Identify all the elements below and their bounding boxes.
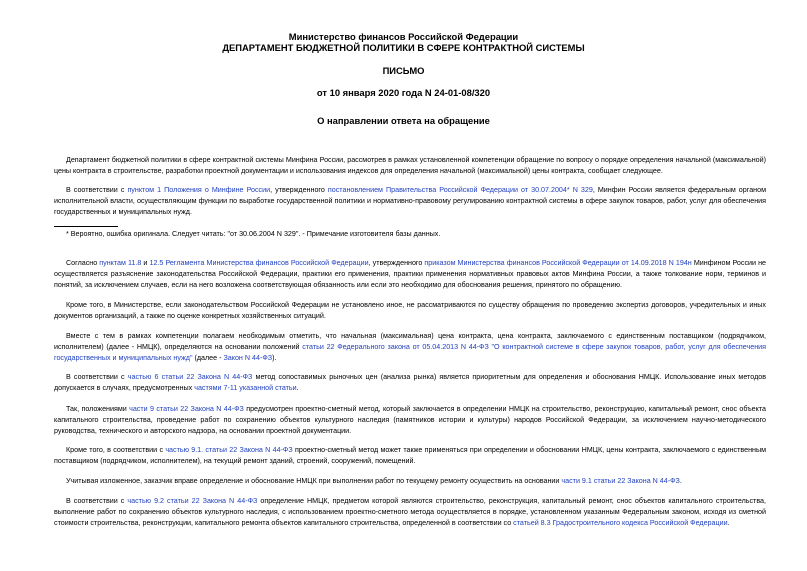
link-part-9-1-article-22[interactable]: частью 9.1. статьи 22 Закона N 44-ФЗ bbox=[165, 446, 293, 454]
link-urban-planning-code[interactable]: статьей 8.3 Градостроительного кодекса Российской Федерации bbox=[513, 519, 728, 527]
text-run: , утвержденного bbox=[270, 186, 328, 194]
text-run: . bbox=[679, 477, 682, 485]
link-part-6-article-22[interactable]: частью 6 статьи 22 Закона N 44-ФЗ bbox=[127, 373, 253, 381]
text-run: . bbox=[296, 384, 299, 392]
link-points-11-8[interactable]: пунктам 11.8 bbox=[99, 259, 142, 267]
paragraph-market-method bbox=[54, 372, 766, 394]
text-run: В соответствии с bbox=[66, 373, 128, 381]
department-name: ДЕПАРТАМЕНТ БЮДЖЕТНОЙ ПОЛИТИКИ В СФЕРЕ КОНТРАКТНОЙ СИСТЕМЫ bbox=[222, 42, 585, 53]
paragraph-part-9-2 bbox=[54, 496, 766, 529]
paragraph-design-estimate-method bbox=[54, 404, 766, 437]
link-part-9-article-22[interactable]: части 9 статьи 22 Закона N 44-ФЗ bbox=[129, 405, 244, 413]
paragraph-current-repair bbox=[54, 445, 766, 467]
document-type: ПИСЬМО bbox=[382, 65, 425, 76]
text-run: и bbox=[141, 259, 150, 267]
text-run: Департамент бюджетной политики в сфере контрактной системы Минфина России, рассмотрев в рамках установленной компетенции обращение по вопросу о порядке определения начальной (максимальной) цены контракта в строительстве, разработки проектной документации и использования индексов для определения начальной (максимальной) цены контракта, сообщает следующее. bbox=[54, 156, 766, 175]
link-law-44fz-article-22[interactable]: статьи 22 Федерального закона от 05.04.2013 N 44-ФЗ "О контрактной системе в сфере закупок товаров, работ, услуг для обеспечения государственных и муниципальных нужд" bbox=[54, 343, 766, 362]
text-run: , Минфин России является федеральным органом исполнительной власти, осуществляющим функции по выработке государственной политики и нормативно-правовому регулированию контрактной системы в сфере закупок товаров, работ, услуг для обеспечения государственных и муниципальных нужд. bbox=[54, 186, 766, 216]
document-date-number: от 10 января 2020 года N 24-01-08/320 bbox=[316, 87, 491, 98]
paragraph-minfin-role bbox=[54, 185, 766, 218]
text-run: В соответствии с bbox=[66, 186, 128, 194]
text-run: ). bbox=[272, 354, 277, 362]
footnote-text: * Вероятно, ошибка оригинала. Следует читать: "от 30.06.2004 N 329". - Примечание изготовителя базы данных. bbox=[66, 230, 441, 238]
text-run: . bbox=[727, 519, 730, 527]
text-run: Кроме того, в соответствии с bbox=[66, 446, 166, 454]
link-minfin-regulation[interactable]: пунктом 1 Положения о Минфине России bbox=[127, 186, 271, 194]
text-run: Так, положениями bbox=[66, 405, 130, 413]
text-run: Минфином России не осуществляется разъяснение законодательства Российской Федерации, практики его применения, практики применения нормативных правовых актов Минфина России, а также толкование норм, терминов и понятий, за исключением случаев, если на него возложена соответствующая обязанность или если это необходимо для обоснования решения, принятого по обращению. bbox=[54, 259, 766, 289]
footnote bbox=[54, 229, 766, 240]
text-run: В соответствии с bbox=[66, 497, 128, 505]
paragraph-expertise bbox=[54, 300, 766, 322]
footnote-divider bbox=[54, 226, 118, 227]
text-run: предусмотрен проектно-сметный метод, который заключается в определении НМЦК на строительство, реконструкцию, капитальный ремонт, снос объекта капитального строительства, проведение работ по сохранению объектов культурного наследия (памятников истории и культуры) народов Российской Федерации, за исключением научно-методического руководства, технического и авторского надзора, на основании проектной документации. bbox=[54, 405, 766, 435]
ministry-name: Министерство финансов Российской Федерации bbox=[288, 31, 519, 42]
text-run: определение НМЦК, предметом которой являются строительство, реконструкция, капитальный ремонт, снос объектов капитального строительства, выполнение работ по сохранению объектов культурного наследия, с использованием проектно-сметного метода осуществляется в порядке, установленном указанным Федеральным законом, исходя из сметной стоимости строительства, реконструкции, капитального ремонта объектов капитального строительства, определенной в соответствии со bbox=[54, 497, 766, 527]
text-run: метод сопоставимых рыночных цен (анализа рынка) является приоритетным для определения и обоснования НМЦК. Использование иных методов допускается в случаях, предусмотренных bbox=[54, 373, 766, 392]
link-law-44fz[interactable]: Закон N 44-ФЗ bbox=[223, 354, 273, 362]
link-government-decree[interactable]: постановлением Правительства Российской Федерации от 30.07.2004* N 329 bbox=[327, 186, 593, 194]
paragraph-conclusion bbox=[54, 476, 766, 487]
text-run: проектно-сметный метод может также применяться при определении и обосновании НМЦК, цены контракта, заключаемого с единственным поставщиком (подрядчиком, исполнителем), на текущий ремонт зданий, строений, сооружений, помещений. bbox=[54, 446, 767, 465]
link-parts-7-11[interactable]: частями 7-11 указанной статьи bbox=[194, 384, 297, 392]
link-order-194n[interactable]: приказом Министерства финансов Российской Федерации от 14.09.2018 N 194н bbox=[424, 259, 692, 267]
text-run: Вместе с тем в рамках компетенции полагаем необходимым отметить, что начальная (максимальная) цена контракта, цена контракта, заключаемого с единственным поставщиком (подрядчиком, исполнителем) (далее - НМЦК), определяются на основании положений bbox=[54, 332, 766, 351]
text-run: Кроме того, в Министерстве, если законодательством Российской Федерации не установлено иное, не рассматриваются по существу обращения по проведению экспертиз договоров, учредительных и иных документов организаций, а также по оценке конкретных хозяйственных ситуаций. bbox=[54, 301, 766, 320]
text-run: Согласно bbox=[66, 259, 100, 267]
text-run: , утвержденного bbox=[368, 259, 425, 267]
link-reglament[interactable]: 12.5 Регламента Министерства финансов Российской Федерации bbox=[149, 259, 369, 267]
link-part-9-1-article-22-b[interactable]: части 9.1 статьи 22 Закона N 44-ФЗ bbox=[561, 477, 680, 485]
link-part-9-2-article-22[interactable]: частью 9.2 статьи 22 Закона N 44-ФЗ bbox=[127, 497, 258, 505]
text-run: Учитывая изложенное, заказчик вправе определение и обоснование НМЦК при выполнении работ по текущему ремонту осуществить на основании bbox=[66, 477, 562, 485]
document-subject: О направлении ответа на обращение bbox=[317, 115, 490, 126]
paragraph-intro bbox=[54, 155, 766, 177]
paragraph-reglament bbox=[54, 258, 766, 291]
text-run: (далее - bbox=[192, 354, 224, 362]
paragraph-nmck-definition bbox=[54, 331, 766, 364]
